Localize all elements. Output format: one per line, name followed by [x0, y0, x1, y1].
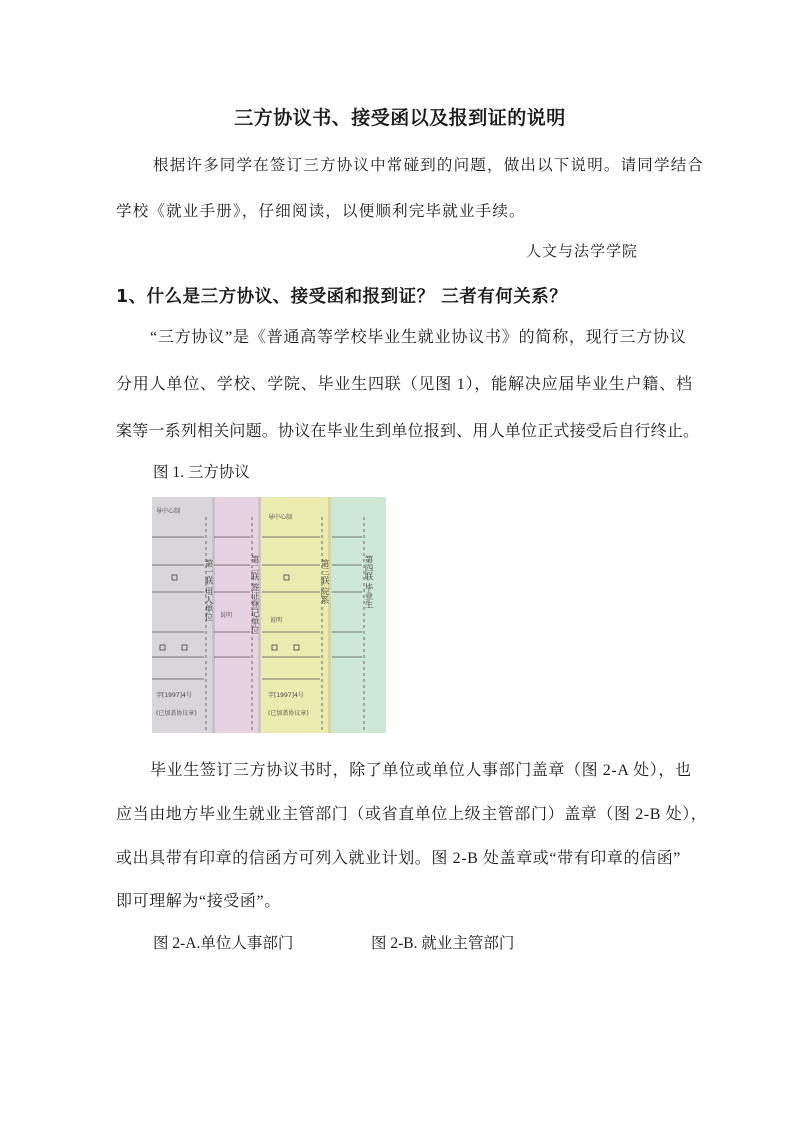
intro-paragraph-line: 根据许多同学在签订三方协议中常碰到的问题，做出以下说明。请同学结合: [153, 156, 705, 174]
svg-text:导中心制: 导中心制: [268, 514, 293, 521]
svg-text:第三联 院系: 第三联 院系: [319, 559, 329, 605]
svg-text:字[1997]4号: 字[1997]4号: [156, 692, 192, 699]
svg-text:第一联 用人单位: 第一联 用人单位: [203, 559, 213, 622]
paragraph-line: 案等一系列相关问题。协议在毕业生到单位报到、用人单位正式接受后自行终止。: [116, 423, 700, 440]
figure-caption: 图 2-B. 就业主管部门: [371, 935, 515, 952]
svg-text:导中心制: 导中心制: [156, 508, 181, 515]
paragraph-line: 应当由地方毕业生就业主管部门（或省直单位上级主管部门）盖章（图 2-B 处），: [116, 806, 708, 823]
svg-text:(已加盖协议章): (已加盖协议章): [268, 710, 309, 717]
agreement-forms-illustration: [152, 497, 386, 733]
department-signature: 人文与法学学院: [525, 242, 638, 260]
svg-text:说明: 说明: [220, 612, 233, 619]
paragraph-line: 毕业生签订三方协议书时，除了单位或单位人事部门盖章（图 2-A 处），也: [150, 762, 692, 779]
svg-text:字[1997]4号: 字[1997]4号: [268, 692, 304, 699]
figure-caption: 图 1. 三方协议: [153, 464, 250, 481]
agreement-forms-photo: [152, 497, 386, 733]
document-title: 三方协议书、接受函以及报到证的说明: [234, 107, 566, 129]
paragraph-line: 即可理解为“接受函”。: [116, 893, 281, 910]
svg-text:(已加盖协议章): (已加盖协议章): [156, 710, 197, 717]
paragraph-line: “三方协议”是《普通高等学校毕业生就业协议书》的简称，现行三方协议: [150, 329, 687, 346]
section-heading: 1、什么是三方协议、接受函和报到证？ 三者有何关系？: [116, 287, 568, 307]
svg-text:说明: 说明: [270, 617, 283, 624]
svg-text:第四联 毕业生: 第四联 毕业生: [363, 555, 373, 609]
paragraph-line: 分用人单位、学校、学院、毕业生四联（见图 1），能解决应届毕业生户籍、档: [116, 376, 693, 393]
intro-paragraph-line: 学校《就业手册》，仔细阅读，以便顺利完毕就业手续。: [116, 202, 526, 220]
figure-caption: 图 2-A.单位人事部门: [153, 935, 294, 952]
svg-text:第二联 签证登记单位: 第二联 签证登记单位: [249, 555, 259, 635]
paragraph-line: 或出具带有印章的信函方可列入就业计划。图 2-B 处盖章或“带有印章的信函”: [116, 850, 682, 867]
